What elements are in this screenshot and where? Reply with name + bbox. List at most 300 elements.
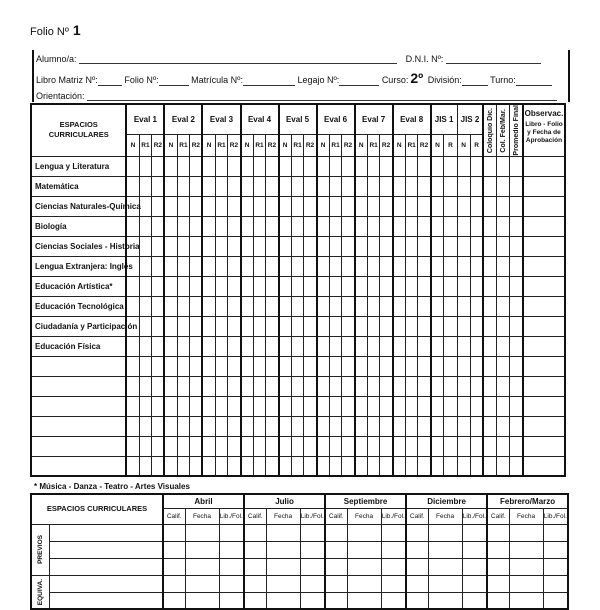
grade-cell[interactable] [190,276,203,296]
grade-cell[interactable] [405,376,418,396]
grade-cell[interactable] [164,336,177,356]
grade-cell[interactable] [418,376,431,396]
alumno-field[interactable] [79,53,397,64]
grade-cell[interactable] [304,176,317,196]
grade-cell[interactable] [457,296,470,316]
grade-cell[interactable] [457,356,470,376]
grade-cell[interactable] [393,256,406,276]
grade-cell[interactable] [215,196,228,216]
grade-cell[interactable] [329,316,342,336]
grade-cell[interactable] [279,396,292,416]
grade-cell[interactable] [431,276,444,296]
grade-cell[interactable] [241,316,254,336]
grade-cell[interactable] [177,216,190,236]
grade-cell[interactable] [444,376,457,396]
exam-cell[interactable] [325,558,347,575]
grade-cell[interactable] [126,356,139,376]
grade-cell[interactable] [279,156,292,176]
grade-cell[interactable] [190,236,203,256]
grade-cell[interactable] [380,376,393,396]
grade-cell[interactable] [342,216,355,236]
grade-cell[interactable] [215,436,228,456]
grade-cell[interactable] [367,396,380,416]
grade-cell[interactable] [164,196,177,216]
exam-cell[interactable] [347,524,381,541]
grade-cell[interactable] [215,176,228,196]
grade-cell[interactable] [291,216,304,236]
grade-cell[interactable] [177,316,190,336]
grade-cell[interactable] [367,336,380,356]
grade-cell[interactable] [266,156,279,176]
grade-cell[interactable] [215,316,228,336]
grade-cell[interactable] [291,276,304,296]
grade-cell[interactable] [164,176,177,196]
grade-cell[interactable] [164,276,177,296]
grade-cell[interactable] [164,296,177,316]
grade-cell[interactable] [152,236,165,256]
grade-cell[interactable] [444,176,457,196]
grade-cell[interactable] [317,396,330,416]
grade-cell[interactable] [304,156,317,176]
grade-cell[interactable] [215,236,228,256]
exam-cell[interactable] [266,541,300,558]
grade-cell[interactable] [139,336,152,356]
exam-cell[interactable] [462,541,487,558]
exam-cell[interactable] [509,558,543,575]
exam-cell[interactable] [325,575,347,592]
grade-cell[interactable] [510,376,523,396]
grade-cell[interactable] [253,156,266,176]
grade-cell[interactable] [523,176,565,196]
grade-cell[interactable] [355,356,368,376]
grade-cell[interactable] [317,336,330,356]
grade-cell[interactable] [405,196,418,216]
grade-cell[interactable] [418,436,431,456]
exam-cell[interactable] [406,592,428,609]
grade-cell[interactable] [304,196,317,216]
grade-cell[interactable] [497,256,510,276]
grade-cell[interactable] [177,436,190,456]
grade-cell[interactable] [228,176,241,196]
exam-cell[interactable] [300,541,325,558]
exam-cell[interactable] [244,575,266,592]
grade-cell[interactable] [367,196,380,216]
grade-cell[interactable] [523,416,565,436]
grade-cell[interactable] [510,356,523,376]
exam-cell[interactable] [543,592,568,609]
grade-cell[interactable] [431,396,444,416]
grade-cell[interactable] [202,436,215,456]
grade-cell[interactable] [444,196,457,216]
grade-cell[interactable] [457,236,470,256]
exam-cell[interactable] [300,558,325,575]
grade-cell[interactable] [241,236,254,256]
grade-cell[interactable] [139,356,152,376]
exam-cell[interactable] [163,541,185,558]
grade-cell[interactable] [317,316,330,336]
grade-cell[interactable] [291,296,304,316]
grade-cell[interactable] [215,336,228,356]
grade-cell[interactable] [190,396,203,416]
grade-cell[interactable] [177,296,190,316]
grade-cell[interactable] [253,276,266,296]
grade-cell[interactable] [342,416,355,436]
grade-cell[interactable] [126,276,139,296]
grade-cell[interactable] [405,176,418,196]
grade-cell[interactable] [470,216,483,236]
grade-cell[interactable] [279,216,292,236]
grade-cell[interactable] [190,256,203,276]
exam-cell[interactable] [163,558,185,575]
grade-cell[interactable] [215,296,228,316]
grade-cell[interactable] [329,336,342,356]
grade-cell[interactable] [418,396,431,416]
grade-cell[interactable] [317,376,330,396]
grade-cell[interactable] [367,296,380,316]
grade-cell[interactable] [444,276,457,296]
grade-cell[interactable] [228,316,241,336]
exam-cell[interactable] [185,541,219,558]
grade-cell[interactable] [342,196,355,216]
grade-cell[interactable] [342,356,355,376]
exam-cell[interactable] [325,541,347,558]
grade-cell[interactable] [470,156,483,176]
grade-cell[interactable] [279,276,292,296]
grade-cell[interactable] [202,176,215,196]
grade-cell[interactable] [202,276,215,296]
grade-cell[interactable] [241,376,254,396]
grade-cell[interactable] [523,396,565,416]
grade-cell[interactable] [202,296,215,316]
grade-cell[interactable] [139,216,152,236]
exam-cell[interactable] [428,541,462,558]
grade-cell[interactable] [253,416,266,436]
grade-cell[interactable] [202,456,215,476]
grade-cell[interactable] [497,316,510,336]
subject-cell[interactable] [49,575,163,592]
grade-cell[interactable] [457,416,470,436]
exam-cell[interactable] [347,558,381,575]
grade-cell[interactable] [279,376,292,396]
grade-cell[interactable] [470,276,483,296]
grade-cell[interactable] [164,156,177,176]
grade-cell[interactable] [253,396,266,416]
grade-cell[interactable] [253,296,266,316]
grade-cell[interactable] [367,216,380,236]
grade-cell[interactable] [241,336,254,356]
grade-cell[interactable] [253,456,266,476]
grade-cell[interactable] [380,216,393,236]
grade-cell[interactable] [483,436,496,456]
orientacion-field[interactable] [87,90,557,101]
grade-cell[interactable] [266,256,279,276]
grade-cell[interactable] [483,376,496,396]
grade-cell[interactable] [470,376,483,396]
grade-cell[interactable] [380,196,393,216]
grade-cell[interactable] [304,336,317,356]
exam-cell[interactable] [406,524,428,541]
grade-cell[interactable] [228,236,241,256]
grade-cell[interactable] [164,416,177,436]
grade-cell[interactable] [177,276,190,296]
grade-cell[interactable] [266,436,279,456]
grade-cell[interactable] [523,356,565,376]
grade-cell[interactable] [228,156,241,176]
exam-cell[interactable] [266,524,300,541]
grade-cell[interactable] [253,196,266,216]
grade-cell[interactable] [367,176,380,196]
grade-cell[interactable] [367,436,380,456]
subject-cell[interactable] [49,558,163,575]
grade-cell[interactable] [355,176,368,196]
grade-cell[interactable] [304,296,317,316]
grade-cell[interactable] [497,436,510,456]
grade-cell[interactable] [457,376,470,396]
grade-cell[interactable] [152,256,165,276]
grade-cell[interactable] [202,196,215,216]
grade-cell[interactable] [215,156,228,176]
exam-cell[interactable] [381,558,406,575]
exam-cell[interactable] [163,524,185,541]
grade-cell[interactable] [470,236,483,256]
grade-cell[interactable] [291,196,304,216]
grade-cell[interactable] [317,416,330,436]
grade-cell[interactable] [457,336,470,356]
grade-cell[interactable] [457,156,470,176]
grade-cell[interactable] [266,176,279,196]
grade-cell[interactable] [431,296,444,316]
grade-cell[interactable] [241,256,254,276]
grade-cell[interactable] [418,156,431,176]
grade-cell[interactable] [228,216,241,236]
legajo-field[interactable] [339,75,379,86]
grade-cell[interactable] [418,456,431,476]
grade-cell[interactable] [457,216,470,236]
grade-cell[interactable] [152,436,165,456]
grade-cell[interactable] [266,336,279,356]
grade-cell[interactable] [355,296,368,316]
grade-cell[interactable] [241,356,254,376]
grade-cell[interactable] [266,456,279,476]
grade-cell[interactable] [444,296,457,316]
grade-cell[interactable] [342,296,355,316]
grade-cell[interactable] [152,216,165,236]
exam-cell[interactable] [462,524,487,541]
grade-cell[interactable] [241,436,254,456]
grade-cell[interactable] [431,436,444,456]
grade-cell[interactable] [497,416,510,436]
grade-cell[interactable] [139,416,152,436]
exam-cell[interactable] [219,524,244,541]
grade-cell[interactable] [266,276,279,296]
grade-cell[interactable] [367,356,380,376]
grade-cell[interactable] [483,336,496,356]
grade-cell[interactable] [380,436,393,456]
exam-cell[interactable] [325,524,347,541]
grade-cell[interactable] [497,236,510,256]
grade-cell[interactable] [405,216,418,236]
grade-cell[interactable] [510,236,523,256]
grade-cell[interactable] [329,256,342,276]
grade-cell[interactable] [317,456,330,476]
grade-cell[interactable] [304,436,317,456]
grade-cell[interactable] [431,236,444,256]
grade-cell[interactable] [291,236,304,256]
exam-cell[interactable] [185,575,219,592]
grade-cell[interactable] [393,436,406,456]
grade-cell[interactable] [139,156,152,176]
exam-cell[interactable] [543,558,568,575]
grade-cell[interactable] [405,296,418,316]
grade-cell[interactable] [164,256,177,276]
grade-cell[interactable] [431,336,444,356]
exam-cell[interactable] [185,524,219,541]
grade-cell[interactable] [139,436,152,456]
grade-cell[interactable] [215,356,228,376]
grade-cell[interactable] [367,456,380,476]
grade-cell[interactable] [304,276,317,296]
grade-cell[interactable] [304,256,317,276]
grade-cell[interactable] [405,316,418,336]
grade-cell[interactable] [202,356,215,376]
exam-cell[interactable] [266,592,300,609]
grade-cell[interactable] [497,196,510,216]
grade-cell[interactable] [483,456,496,476]
grade-cell[interactable] [164,356,177,376]
libro-matriz-field[interactable] [98,75,122,86]
exam-cell[interactable] [428,592,462,609]
grade-cell[interactable] [457,196,470,216]
exam-cell[interactable] [347,592,381,609]
grade-cell[interactable] [393,296,406,316]
subject-cell[interactable] [49,592,163,609]
grade-cell[interactable] [523,256,565,276]
grade-cell[interactable] [202,396,215,416]
grade-cell[interactable] [139,376,152,396]
grade-cell[interactable] [380,316,393,336]
exam-cell[interactable] [406,575,428,592]
exam-cell[interactable] [406,558,428,575]
exam-cell[interactable] [244,524,266,541]
grade-cell[interactable] [152,356,165,376]
grade-cell[interactable] [497,456,510,476]
grade-cell[interactable] [523,216,565,236]
grade-cell[interactable] [510,276,523,296]
grade-cell[interactable] [177,396,190,416]
grade-cell[interactable] [470,316,483,336]
exam-cell[interactable] [509,541,543,558]
grade-cell[interactable] [329,196,342,216]
grade-cell[interactable] [279,296,292,316]
grade-cell[interactable] [279,356,292,376]
exam-cell[interactable] [347,541,381,558]
grade-cell[interactable] [393,236,406,256]
exam-cell[interactable] [347,575,381,592]
grade-cell[interactable] [355,316,368,336]
grade-cell[interactable] [367,416,380,436]
exam-cell[interactable] [244,541,266,558]
grade-cell[interactable] [457,316,470,336]
grade-cell[interactable] [317,176,330,196]
grade-cell[interactable] [291,316,304,336]
grade-cell[interactable] [279,336,292,356]
grade-cell[interactable] [342,176,355,196]
grade-cell[interactable] [444,456,457,476]
grade-cell[interactable] [355,336,368,356]
grade-cell[interactable] [304,376,317,396]
grade-cell[interactable] [126,156,139,176]
grade-cell[interactable] [139,296,152,316]
grade-cell[interactable] [380,416,393,436]
exam-cell[interactable] [487,575,509,592]
grade-cell[interactable] [431,416,444,436]
grade-cell[interactable] [470,396,483,416]
grade-cell[interactable] [177,236,190,256]
grade-cell[interactable] [418,276,431,296]
exam-cell[interactable] [300,575,325,592]
grade-cell[interactable] [126,296,139,316]
grade-cell[interactable] [126,336,139,356]
grade-cell[interactable] [139,316,152,336]
grade-cell[interactable] [152,396,165,416]
grade-cell[interactable] [164,216,177,236]
grade-cell[interactable] [497,156,510,176]
grade-cell[interactable] [483,316,496,336]
grade-cell[interactable] [241,416,254,436]
grade-cell[interactable] [329,236,342,256]
grade-cell[interactable] [317,216,330,236]
grade-cell[interactable] [126,436,139,456]
grade-cell[interactable] [380,336,393,356]
grade-cell[interactable] [393,156,406,176]
grade-cell[interactable] [444,416,457,436]
grade-cell[interactable] [152,176,165,196]
grade-cell[interactable] [253,356,266,376]
exam-cell[interactable] [543,575,568,592]
grade-cell[interactable] [304,456,317,476]
grade-cell[interactable] [317,296,330,316]
grade-cell[interactable] [190,296,203,316]
grade-cell[interactable] [523,156,565,176]
grade-cell[interactable] [317,256,330,276]
grade-cell[interactable] [405,356,418,376]
grade-cell[interactable] [164,436,177,456]
grade-cell[interactable] [405,456,418,476]
grade-cell[interactable] [367,156,380,176]
grade-cell[interactable] [190,376,203,396]
exam-cell[interactable] [244,592,266,609]
grade-cell[interactable] [355,416,368,436]
grade-cell[interactable] [405,396,418,416]
grade-cell[interactable] [510,296,523,316]
grade-cell[interactable] [253,316,266,336]
grade-cell[interactable] [152,156,165,176]
grade-cell[interactable] [418,216,431,236]
grade-cell[interactable] [393,396,406,416]
grade-cell[interactable] [444,436,457,456]
grade-cell[interactable] [253,436,266,456]
grade-cell[interactable] [266,416,279,436]
grade-cell[interactable] [405,256,418,276]
grade-cell[interactable] [291,336,304,356]
grade-cell[interactable] [202,336,215,356]
grade-cell[interactable] [444,356,457,376]
grade-cell[interactable] [497,276,510,296]
grade-cell[interactable] [279,256,292,276]
grade-cell[interactable] [380,456,393,476]
grade-cell[interactable] [228,256,241,276]
grade-cell[interactable] [418,356,431,376]
